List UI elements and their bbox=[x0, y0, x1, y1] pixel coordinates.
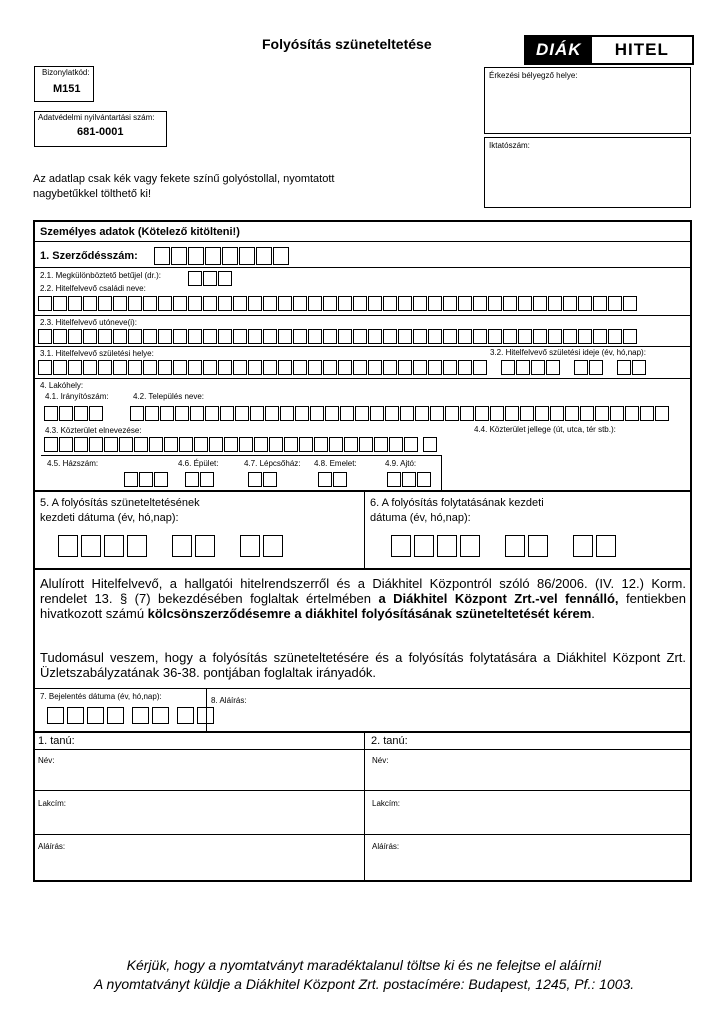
registration-number-box bbox=[34, 111, 167, 147]
char-box[interactable] bbox=[68, 296, 82, 311]
char-box[interactable] bbox=[203, 296, 217, 311]
char-box[interactable] bbox=[293, 360, 307, 375]
char-box[interactable] bbox=[593, 329, 607, 344]
witness-1-label: 1. tanú: bbox=[38, 735, 75, 747]
char-box[interactable] bbox=[400, 406, 414, 421]
title-label: 2.1. Megkülönböztető betűjel (dr.): bbox=[40, 271, 161, 280]
char-box[interactable] bbox=[443, 360, 457, 375]
address-label: 4. Lakóhely: bbox=[40, 381, 84, 390]
arrival-stamp-box bbox=[484, 67, 691, 134]
char-box[interactable] bbox=[263, 329, 277, 344]
char-box[interactable] bbox=[218, 360, 232, 375]
char-box[interactable] bbox=[248, 360, 262, 375]
char-box[interactable] bbox=[340, 406, 354, 421]
char-box[interactable] bbox=[143, 329, 157, 344]
building-label: 4.6. Épület: bbox=[178, 459, 219, 468]
char-box[interactable] bbox=[83, 296, 97, 311]
char-box[interactable] bbox=[563, 329, 577, 344]
char-box[interactable] bbox=[623, 296, 637, 311]
char-box[interactable] bbox=[608, 329, 622, 344]
char-box[interactable] bbox=[218, 329, 232, 344]
floor-label: 4.8. Emelet: bbox=[314, 459, 357, 468]
char-box[interactable] bbox=[413, 329, 427, 344]
logo-left: DIÁK bbox=[526, 37, 592, 63]
contract-number-field[interactable] bbox=[154, 247, 290, 265]
char-box[interactable] bbox=[299, 437, 313, 452]
birthplace-field[interactable] bbox=[38, 360, 488, 375]
char-box[interactable] bbox=[383, 329, 397, 344]
declaration-text-c: fentiekben hivatkozott számú bbox=[40, 591, 686, 621]
char-box[interactable] bbox=[209, 437, 223, 452]
char-box[interactable] bbox=[233, 360, 247, 375]
char-box[interactable] bbox=[458, 360, 472, 375]
char-box[interactable] bbox=[344, 437, 358, 452]
resume-label-line-2: dátuma (év, hó,nap): bbox=[370, 512, 471, 524]
document-code-box bbox=[34, 66, 94, 102]
char-box[interactable] bbox=[265, 406, 279, 421]
char-box[interactable] bbox=[413, 360, 427, 375]
char-box[interactable] bbox=[355, 406, 369, 421]
footer-line-1: Kérjük, hogy a nyomtatványt maradéktalanul töltse ki és ne felejtse el aláírni! bbox=[126, 957, 602, 973]
char-box[interactable] bbox=[610, 406, 624, 421]
footer-line-2: A nyomtatványt küldje a Diákhitel Központ Zrt. postacímére: Budapest, 1245, Pf.: 1003. bbox=[93, 976, 635, 992]
char-box[interactable] bbox=[580, 406, 594, 421]
char-box[interactable] bbox=[113, 329, 127, 344]
char-box[interactable] bbox=[235, 406, 249, 421]
char-box[interactable] bbox=[104, 437, 118, 452]
surname-label: 2.2. Hitelfelvevő családi neve: bbox=[40, 284, 146, 293]
char-box[interactable] bbox=[325, 406, 339, 421]
char-box[interactable] bbox=[68, 360, 82, 375]
char-box[interactable] bbox=[53, 360, 67, 375]
contract-number-label: 1. Szerződésszám: bbox=[40, 250, 138, 262]
char-box[interactable] bbox=[188, 329, 202, 344]
char-box[interactable] bbox=[278, 329, 292, 344]
declaration-text-e: . bbox=[591, 606, 595, 621]
char-box[interactable] bbox=[233, 296, 247, 311]
char-box[interactable] bbox=[143, 296, 157, 311]
char-box[interactable] bbox=[113, 360, 127, 375]
char-box[interactable] bbox=[473, 329, 487, 344]
char-box[interactable] bbox=[595, 406, 609, 421]
zip-field[interactable] bbox=[44, 406, 104, 421]
char-box[interactable] bbox=[158, 360, 172, 375]
declaration-text-b: a Diákhitel Központ Zrt.-vel fennálló, bbox=[378, 591, 619, 606]
street-label: 4.3. Közterület elnevezése: bbox=[45, 426, 142, 435]
char-box[interactable] bbox=[473, 296, 487, 311]
char-box[interactable] bbox=[323, 329, 337, 344]
char-box[interactable] bbox=[383, 360, 397, 375]
char-box[interactable] bbox=[353, 360, 367, 375]
applicant-signature-label: 8. Aláírás: bbox=[211, 696, 247, 705]
char-box[interactable] bbox=[398, 360, 412, 375]
char-box[interactable] bbox=[640, 406, 654, 421]
title-text: Folyósítás szüneteltetése bbox=[262, 36, 432, 52]
char-box[interactable] bbox=[158, 296, 172, 311]
char-box[interactable] bbox=[488, 296, 502, 311]
resume-label-line-1: 6. A folyósítás folytatásának kezdeti bbox=[370, 497, 544, 509]
city-field[interactable] bbox=[130, 406, 670, 421]
char-box[interactable] bbox=[98, 360, 112, 375]
witness-1-address-label[interactable]: Lakcím: bbox=[38, 799, 67, 808]
door-field[interactable] bbox=[387, 472, 432, 487]
char-box[interactable] bbox=[563, 296, 577, 311]
char-box[interactable] bbox=[98, 296, 112, 311]
char-box[interactable] bbox=[329, 437, 343, 452]
char-box[interactable] bbox=[173, 296, 187, 311]
resume-date-label bbox=[370, 496, 544, 526]
char-box[interactable] bbox=[68, 329, 82, 344]
char-box[interactable] bbox=[655, 406, 669, 421]
char-box[interactable] bbox=[158, 329, 172, 344]
char-box[interactable] bbox=[374, 437, 388, 452]
char-box[interactable] bbox=[250, 406, 264, 421]
char-box[interactable] bbox=[239, 437, 253, 452]
suspend-date-field[interactable] bbox=[58, 535, 286, 557]
char-box[interactable] bbox=[38, 296, 52, 311]
char-box[interactable] bbox=[128, 360, 142, 375]
char-box[interactable] bbox=[565, 406, 579, 421]
char-box[interactable] bbox=[38, 329, 52, 344]
char-box[interactable] bbox=[175, 406, 189, 421]
char-box[interactable] bbox=[280, 406, 294, 421]
birthplace-label: 3.1. Hitelfelvevő születési helye: bbox=[40, 349, 154, 358]
char-box[interactable] bbox=[368, 296, 382, 311]
char-box[interactable] bbox=[389, 437, 403, 452]
char-box[interactable] bbox=[370, 406, 384, 421]
resume-date-field[interactable] bbox=[391, 535, 619, 557]
char-box[interactable] bbox=[218, 296, 232, 311]
char-box[interactable] bbox=[194, 437, 208, 452]
witness-1-name-label[interactable]: Név: bbox=[38, 756, 55, 765]
char-box[interactable] bbox=[53, 296, 67, 311]
char-box[interactable] bbox=[338, 296, 352, 311]
document-code-value: M151 bbox=[53, 83, 81, 95]
house-number-label: 4.5. Házszám: bbox=[47, 459, 99, 468]
char-box[interactable] bbox=[338, 360, 352, 375]
stairway-label: 4.7. Lépcsőház: bbox=[244, 459, 301, 468]
char-box[interactable] bbox=[490, 406, 504, 421]
char-box[interactable] bbox=[518, 296, 532, 311]
char-box[interactable] bbox=[353, 296, 367, 311]
char-box[interactable] bbox=[458, 329, 472, 344]
char-box[interactable] bbox=[443, 329, 457, 344]
char-box[interactable] bbox=[503, 329, 517, 344]
file-number-label: Iktatószám: bbox=[489, 141, 530, 150]
char-box[interactable] bbox=[130, 406, 144, 421]
char-box[interactable] bbox=[295, 406, 309, 421]
char-box[interactable] bbox=[323, 360, 337, 375]
declaration-text-a: Alulírott Hitelfelvevő, a hallgatói hitelrendszerről és a Diákhitel Központról szóló 86/2006. (IV. 12.) Korm. rendelet 13. § (7) bekezdésében foglaltak értelmében bbox=[40, 576, 686, 606]
char-box[interactable] bbox=[59, 437, 73, 452]
char-box[interactable] bbox=[428, 329, 442, 344]
char-box[interactable] bbox=[398, 296, 412, 311]
char-box[interactable] bbox=[460, 406, 474, 421]
char-box[interactable] bbox=[310, 406, 324, 421]
char-box[interactable] bbox=[623, 329, 637, 344]
char-box[interactable] bbox=[113, 296, 127, 311]
char-box[interactable] bbox=[173, 360, 187, 375]
witness-2-label: 2. tanú: bbox=[371, 735, 408, 747]
char-box[interactable] bbox=[383, 296, 397, 311]
file-number-box bbox=[484, 137, 691, 208]
zip-label: 4.1. Irányítószám: bbox=[45, 392, 109, 401]
instruction-line-2: nagybetűkkel tölthető ki! bbox=[33, 188, 152, 200]
building-field[interactable] bbox=[185, 472, 215, 487]
door-label: 4.9. Ajtó: bbox=[385, 459, 417, 468]
char-box[interactable] bbox=[398, 329, 412, 344]
report-date-label: 7. Bejelentés dátuma (év, hó,nap): bbox=[40, 692, 162, 701]
title-field[interactable] bbox=[188, 271, 233, 286]
char-box[interactable] bbox=[188, 296, 202, 311]
char-box[interactable] bbox=[518, 329, 532, 344]
char-box[interactable] bbox=[145, 406, 159, 421]
char-box[interactable] bbox=[269, 437, 283, 452]
char-box[interactable] bbox=[188, 360, 202, 375]
logo-right: HITEL bbox=[614, 40, 669, 59]
char-box[interactable] bbox=[578, 296, 592, 311]
firstname-field[interactable] bbox=[38, 329, 638, 344]
char-box[interactable] bbox=[430, 406, 444, 421]
char-box[interactable] bbox=[83, 329, 97, 344]
char-box[interactable] bbox=[503, 296, 517, 311]
char-box[interactable] bbox=[233, 329, 247, 344]
char-box[interactable] bbox=[160, 406, 174, 421]
char-box[interactable] bbox=[520, 406, 534, 421]
char-box[interactable] bbox=[89, 437, 103, 452]
char-box[interactable] bbox=[548, 329, 562, 344]
char-box[interactable] bbox=[293, 296, 307, 311]
declaration-text-d: kölcsönszerződésemre a diákhitel folyósításának szüneteltetését kérem bbox=[147, 606, 592, 621]
char-box[interactable] bbox=[533, 329, 547, 344]
document-code-label: Bizonylatkód: bbox=[42, 68, 90, 77]
stairway-field[interactable] bbox=[248, 472, 278, 487]
arrival-stamp-label: Érkezési bélyegző helye: bbox=[489, 71, 578, 80]
char-box[interactable] bbox=[248, 296, 262, 311]
firstname-label: 2.3. Hitelfelvevő utóneve(i): bbox=[40, 318, 137, 327]
char-box[interactable] bbox=[385, 406, 399, 421]
char-box[interactable] bbox=[428, 360, 442, 375]
char-box[interactable] bbox=[578, 329, 592, 344]
suspend-date-label bbox=[40, 496, 200, 526]
char-box[interactable] bbox=[128, 296, 142, 311]
char-box[interactable] bbox=[593, 296, 607, 311]
suspend-label-line-2: kezdeti dátuma (év, hó,nap): bbox=[40, 512, 179, 524]
char-box[interactable] bbox=[203, 360, 217, 375]
char-box[interactable] bbox=[293, 329, 307, 344]
char-box[interactable] bbox=[263, 296, 277, 311]
witness-2-signature-label[interactable]: Aláírás: bbox=[372, 842, 400, 851]
char-box[interactable] bbox=[423, 437, 437, 452]
personal-data-header: Személyes adatok (Kötelező kitölteni!) bbox=[40, 226, 240, 238]
char-box[interactable] bbox=[83, 360, 97, 375]
char-box[interactable] bbox=[404, 437, 418, 452]
witness-1-signature-label[interactable]: Aláírás: bbox=[38, 842, 66, 851]
char-box[interactable] bbox=[38, 360, 52, 375]
char-box[interactable] bbox=[134, 437, 148, 452]
registration-label: Adatvédelmi nyilvántartási szám: bbox=[38, 113, 155, 122]
char-box[interactable] bbox=[314, 437, 328, 452]
char-box[interactable] bbox=[359, 437, 373, 452]
char-box[interactable] bbox=[323, 296, 337, 311]
floor-field[interactable] bbox=[318, 472, 348, 487]
diakhitel-logo bbox=[524, 35, 694, 65]
char-box[interactable] bbox=[443, 296, 457, 311]
char-box[interactable] bbox=[263, 360, 277, 375]
char-box[interactable] bbox=[278, 296, 292, 311]
char-box[interactable] bbox=[338, 329, 352, 344]
street-field[interactable] bbox=[44, 437, 438, 452]
street-type-label: 4.4. Közterület jellege (út, utca, tér stb.): bbox=[474, 425, 616, 434]
witness-2-address-label[interactable]: Lakcím: bbox=[372, 799, 401, 808]
fill-instruction bbox=[33, 172, 334, 202]
char-box[interactable] bbox=[164, 437, 178, 452]
city-label: 4.2. Település neve: bbox=[133, 392, 205, 401]
char-box[interactable] bbox=[535, 406, 549, 421]
char-box[interactable] bbox=[473, 360, 487, 375]
char-box[interactable] bbox=[74, 437, 88, 452]
char-box[interactable] bbox=[190, 406, 204, 421]
char-box[interactable] bbox=[368, 329, 382, 344]
char-box[interactable] bbox=[308, 360, 322, 375]
char-box[interactable] bbox=[550, 406, 564, 421]
char-box[interactable] bbox=[488, 329, 502, 344]
char-box[interactable] bbox=[143, 360, 157, 375]
surname-field[interactable] bbox=[38, 296, 638, 311]
char-box[interactable] bbox=[413, 296, 427, 311]
char-box[interactable] bbox=[224, 437, 238, 452]
char-box[interactable] bbox=[149, 437, 163, 452]
char-box[interactable] bbox=[625, 406, 639, 421]
footer-note bbox=[0, 956, 728, 994]
char-box[interactable] bbox=[98, 329, 112, 344]
char-box[interactable] bbox=[308, 329, 322, 344]
report-date-field[interactable] bbox=[47, 707, 217, 724]
char-box[interactable] bbox=[548, 296, 562, 311]
char-box[interactable] bbox=[428, 296, 442, 311]
suspend-label-line-1: 5. A folyósítás szüneteltetésének bbox=[40, 497, 200, 509]
char-box[interactable] bbox=[368, 360, 382, 375]
house-number-field[interactable] bbox=[124, 472, 169, 487]
char-box[interactable] bbox=[128, 329, 142, 344]
char-box[interactable] bbox=[220, 406, 234, 421]
char-box[interactable] bbox=[44, 437, 58, 452]
char-box[interactable] bbox=[533, 296, 547, 311]
birthdate-label: 3.2. Hitelfelvevő születési ideje (év, hó,nap): bbox=[490, 348, 646, 357]
char-box[interactable] bbox=[278, 360, 292, 375]
char-box[interactable] bbox=[205, 406, 219, 421]
registration-value: 681-0001 bbox=[77, 126, 124, 138]
char-box[interactable] bbox=[608, 296, 622, 311]
char-box[interactable] bbox=[53, 329, 67, 344]
char-box[interactable] bbox=[308, 296, 322, 311]
char-box[interactable] bbox=[248, 329, 262, 344]
char-box[interactable] bbox=[119, 437, 133, 452]
char-box[interactable] bbox=[203, 329, 217, 344]
char-box[interactable] bbox=[458, 296, 472, 311]
acknowledgement-paragraph: Tudomásul veszem, hogy a folyósítás szüneteltetésére és a folyósítás folytatására a Diákhitel Központ Zrt. Üzletszabályzatának 36-38. pontjában foglaltak irányadók. bbox=[40, 650, 686, 680]
witness-2-name-label[interactable]: Név: bbox=[372, 756, 389, 765]
declaration-paragraph bbox=[40, 576, 686, 621]
char-box[interactable] bbox=[505, 406, 519, 421]
house-number-panel bbox=[41, 455, 442, 492]
char-box[interactable] bbox=[254, 437, 268, 452]
birthdate-field[interactable] bbox=[501, 360, 647, 375]
char-box[interactable] bbox=[475, 406, 489, 421]
char-box[interactable] bbox=[173, 329, 187, 344]
char-box[interactable] bbox=[353, 329, 367, 344]
char-box[interactable] bbox=[284, 437, 298, 452]
char-box[interactable] bbox=[445, 406, 459, 421]
char-box[interactable] bbox=[179, 437, 193, 452]
char-box[interactable] bbox=[415, 406, 429, 421]
instruction-line-1: Az adatlap csak kék vagy fekete színű golyóstollal, nyomtatott bbox=[33, 173, 335, 185]
